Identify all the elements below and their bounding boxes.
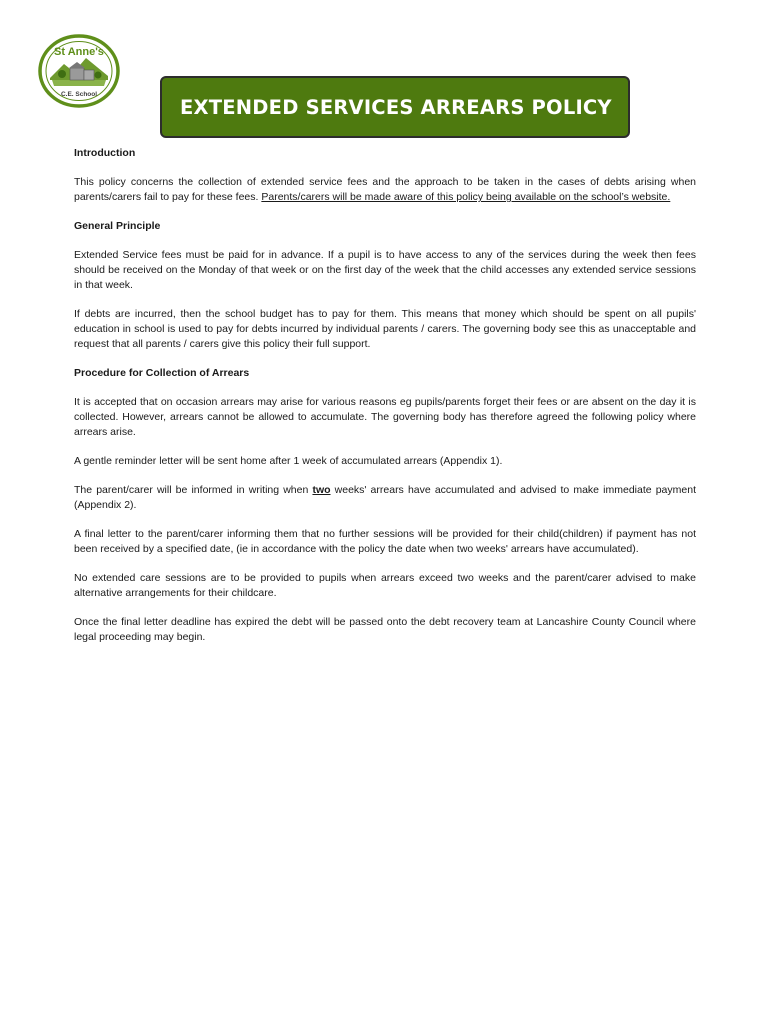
procedure-paragraph-1: It is accepted that on occasion arrears may arise for various reasons eg pupils/parents forget their fees or are absent on the day it is collected. However, arrears cannot be allowed to accumulate. The governing body has therefore agreed the following policy where arrears arise. — [74, 396, 696, 438]
section-heading-general-principle: General Principle — [74, 220, 161, 232]
general-paragraph-2: If debts are incurred, then the school budget has to pay for them. This means that money which should be spent on all pupils' education in school is used to pay for debts incurred by individual parents / carers. The governing body see this as unacceptable and request that all parents / carers give this policy their full support. — [74, 308, 696, 350]
logo-name: St Anne's — [54, 46, 104, 58]
page-title: EXTENDED SERVICES ARREARS POLICY — [180, 95, 612, 119]
intro-paragraph — [74, 175, 696, 205]
procedure-paragraph-2: A gentle reminder letter will be sent home after 1 week of accumulated arrears (Appendix 1). — [74, 455, 503, 467]
title-banner — [160, 76, 630, 138]
procedure-3-after: weeks' arrears have accumulated and advised to make immediate payment (Appendix 2). — [74, 484, 696, 511]
policy-body — [74, 146, 696, 659]
logo-subtitle: C.E. School — [60, 91, 98, 98]
procedure-3-emphasis: two — [312, 484, 331, 496]
procedure-paragraph-5: No extended care sessions are to be provided to pupils when arrears exceed two weeks and the parent/carer advised to make alternative arrangements for their childcare. — [74, 572, 696, 599]
section-heading-introduction: Introduction — [74, 147, 136, 159]
procedure-paragraph-6: Once the final letter deadline has expired the debt will be passed onto the debt recovery team at Lancashire County Council where legal proceeding may begin. — [74, 616, 696, 643]
procedure-paragraph-4: A final letter to the parent/carer informing them that no further sessions will be provided for their child(children) if payment has not been received by a specified date, (ie in accordance with the policy the date when two weeks' arrears have accumulated). — [74, 528, 696, 555]
section-heading-procedure: Procedure for Collection of Arrears — [74, 367, 250, 379]
school-logo — [38, 34, 120, 108]
procedure-3-before: The parent/carer will be informed in writing when — [74, 484, 313, 496]
website-notice: Parents/carers will be made aware of this policy being available on the school’s website. — [261, 191, 671, 203]
general-paragraph-1: Extended Service fees must be paid for in advance. If a pupil is to have access to any of the services during the week then fees should be received on the Monday of that week or on the first day of the week that the child accesses any extended service sessions in that week. — [74, 249, 696, 291]
intro-text: This policy concerns the collection of extended service fees and the approach to be taken in the cases of debts arising when parents/carers fail to pay for these fees. — [74, 176, 696, 203]
procedure-paragraph-3 — [74, 483, 696, 513]
